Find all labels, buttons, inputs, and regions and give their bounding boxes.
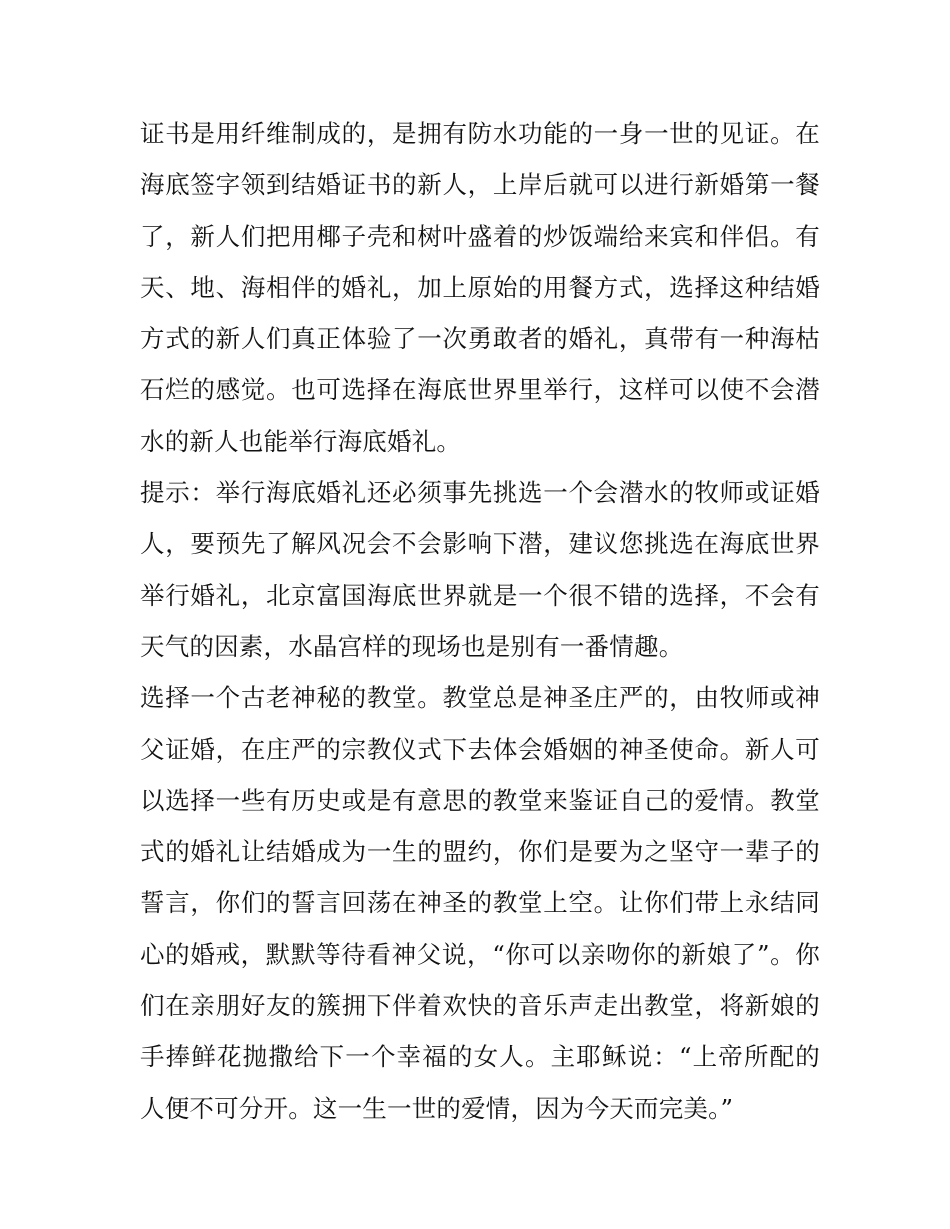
text-line: 石烂的感觉。也可选择在海底世界里举行，这样可以使不会潜 (140, 375, 820, 405)
text-line: 了，新人们把用椰子壳和树叶盛着的炒饭端给来宾和伴侣。有 (140, 221, 820, 251)
text-line: 天气的因素，水晶宫样的现场也是别有一番情趣。 (140, 631, 684, 661)
text-line: 方式的新人们真正体验了一次勇敢者的婚礼，真带有一种海枯 (140, 324, 820, 354)
text-line: 们在亲朋好友的簇拥下伴着欢快的音乐声走出教堂，将新娘的 (140, 991, 820, 1021)
text-line: 提示：举行海底婚礼还必须事先挑选一个会潜水的牧师或证婚 (140, 478, 820, 508)
text-line: 选择一个古老神秘的教堂。教堂总是神圣庄严的，由牧师或神 (140, 683, 820, 713)
text-line: 人便不可分开。这一生一世的爱情，因为今天而完美。” (140, 1093, 734, 1123)
body-text (140, 108, 820, 1134)
text-line: 手捧鲜花抛撒给下一个幸福的女人。主耶稣说：“上帝所配的 (140, 1042, 820, 1072)
text-line: 举行婚礼，北京富国海底世界就是一个很不错的选择，不会有 (140, 580, 820, 610)
text-line: 誓言，你们的誓言回荡在神圣的教堂上空。让你们带上永结同 (140, 888, 820, 918)
text-line: 人，要预先了解风况会不会影响下潜，建议您挑选在海底世界 (140, 529, 820, 559)
text-line: 水的新人也能举行海底婚礼。 (140, 426, 462, 456)
text-line: 父证婚，在庄严的宗教仪式下去体会婚姻的神圣使命。新人可 (140, 734, 820, 764)
text-line: 式的婚礼让结婚成为一生的盟约，你们是要为之坚守一辈子的 (140, 837, 820, 867)
text-line: 以选择一些有历史或是有意思的教堂来鉴证自己的爱情。教堂 (140, 785, 820, 815)
text-line: 心的婚戒，默默等待看神父说，“你可以亲吻你的新娘了”。你 (140, 939, 820, 969)
text-line: 证书是用纤维制成的，是拥有防水功能的一身一世的见证。在 (140, 119, 820, 148)
text-line: 海底签字领到结婚证书的新人，上岸后就可以进行新婚第一餐 (140, 170, 820, 200)
text-line: 天、地、海相伴的婚礼，加上原始的用餐方式，选择这种结婚 (140, 272, 820, 302)
